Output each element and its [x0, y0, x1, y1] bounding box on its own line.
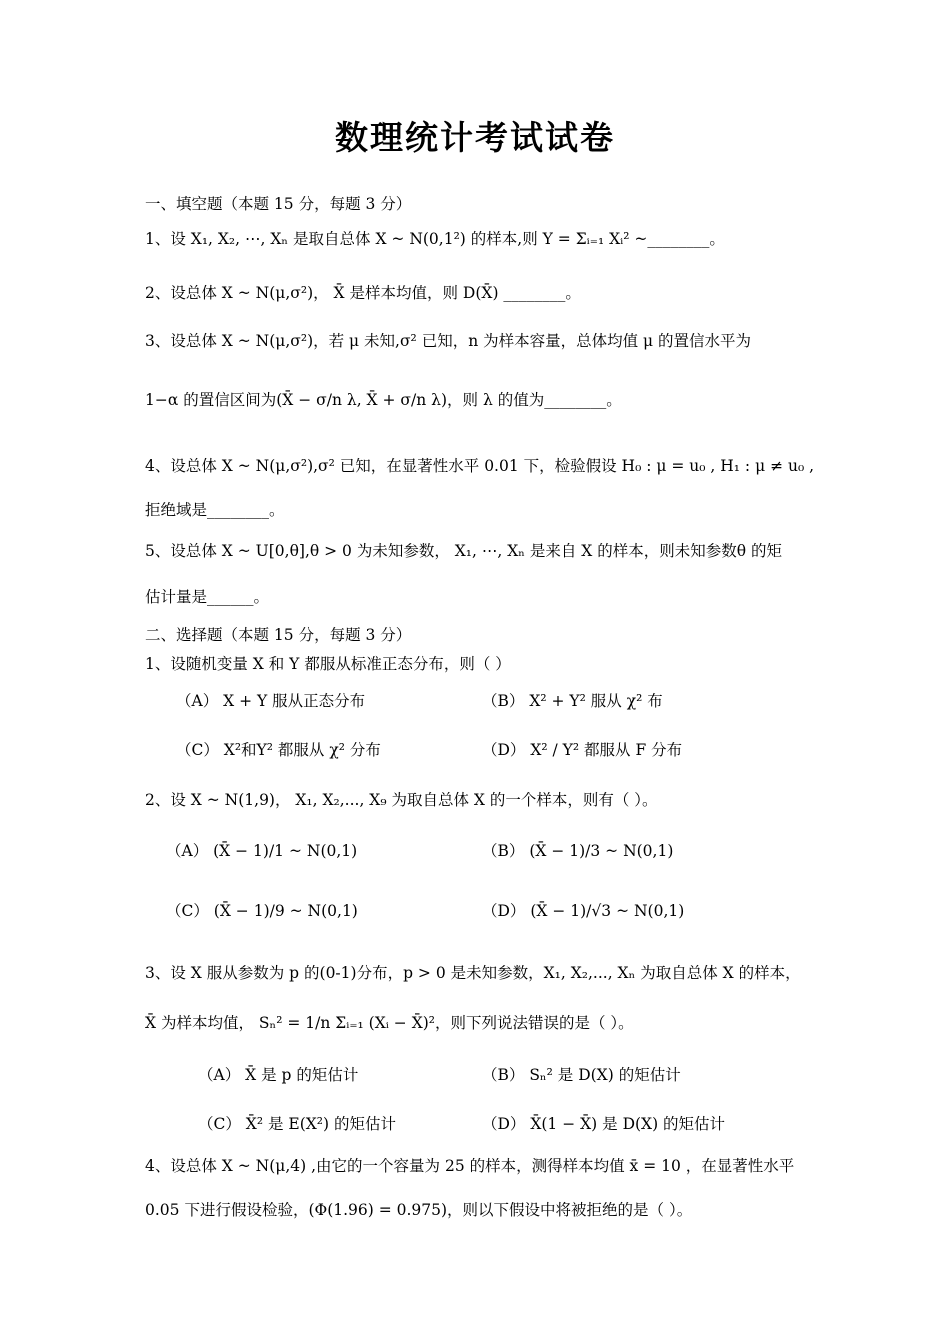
s1-question-3-line1: 3、设总体 X ~ N(μ,σ²)，若 μ 未知,σ² 已知，n 为样本容量，总体均值 μ 的置信水平为	[145, 332, 752, 350]
s2-q3-option-d: （D） X̄(1 − X̄) 是 D(X) 的矩估计	[482, 1115, 726, 1133]
page-title: 数理统计考试试卷	[335, 118, 615, 157]
s2-q1-option-b: （B） X² + Y² 服从 χ² 布	[482, 692, 663, 710]
s2-question-1: 1、设随机变量 X 和 Y 都服从标准正态分布，则（ ）	[145, 655, 511, 673]
s1-question-5-line2: 估计量是______。	[145, 588, 270, 606]
s2-q3-option-c: （C） X̄² 是 E(X²) 的矩估计	[198, 1115, 396, 1133]
s2-question-4-line1: 4、设总体 X ~ N(μ,4) ,由它的一个容量为 25 的样本，测得样本均值 x̄ = 10 ，在显著性水平	[145, 1157, 795, 1175]
s2-q3-option-a: （A） X̄ 是 p 的矩估计	[198, 1066, 359, 1084]
s2-question-2: 2、设 X ~ N(1,9)， X₁, X₂,..., X₉ 为取自总体 X 的一个样本，则有（ ）。	[145, 791, 658, 809]
s2-q2-option-d: （D） (X̄ − 1)/√3 ~ N(0,1)	[482, 902, 685, 920]
s2-q1-option-d: （D） X² / Y² 都服从 F 分布	[482, 741, 683, 759]
s1-question-4-line2: 拒绝域是________。	[145, 501, 285, 519]
s2-question-3-line2: X̄ 为样本均值， Sₙ² = 1/n Σᵢ₌₁ (Xᵢ − X̄)²，则下列说法错误的是（ ）。	[145, 1014, 634, 1032]
s2-q2-option-c: （C） (X̄ − 1)/9 ~ N(0,1)	[166, 902, 358, 920]
s2-question-3-line1: 3、设 X 服从参数为 p 的(0-1)分布，p > 0 是未知参数，X₁, X₂,..., Xₙ 为取自总体 X 的样本，	[145, 964, 801, 982]
s1-question-1: 1、设 X₁, X₂, ⋯, Xₙ 是取自总体 X ~ N(0,1²) 的样本,则 Y = Σᵢ₌₁ Xᵢ² ~________。	[145, 230, 725, 248]
s2-q2-option-a: （A） (X̄ − 1)/1 ~ N(0,1)	[166, 842, 358, 860]
section2-heading: 二、选择题（本题 15 分，每题 3 分）	[145, 626, 412, 644]
s2-q1-option-a: （A） X + Y 服从正态分布	[176, 692, 366, 710]
s2-q1-option-c: （C） X²和Y² 都服从 χ² 分布	[176, 741, 381, 759]
section1-heading: 一、填空题（本题 15 分，每题 3 分）	[145, 195, 412, 213]
s1-question-3-line2: 1−α 的置信区间为(X̄ − σ/n λ, X̄ + σ/n λ)，则 λ 的值为________。	[145, 391, 622, 409]
s2-question-4-line2: 0.05 下进行假设检验，(Φ(1.96) = 0.975)，则以下假设中将被拒绝的是（ ）。	[145, 1201, 693, 1219]
s2-q2-option-b: （B） (X̄ − 1)/3 ~ N(0,1)	[482, 842, 674, 860]
s1-question-2: 2、设总体 X ~ N(μ,σ²)， X̄ 是样本均值，则 D(X̄) ________。	[145, 284, 581, 302]
s1-question-4-line1: 4、设总体 X ~ N(μ,σ²),σ² 已知，在显著性水平 0.01 下，检验假设 H₀ : μ = u₀ , H₁ : μ ≠ u₀ ,	[145, 457, 815, 475]
s1-question-5-line1: 5、设总体 X ~ U[0,θ],θ > 0 为未知参数， X₁, ⋯, Xₙ 是来自 X 的样本，则未知参数θ 的矩	[145, 542, 783, 560]
s2-q3-option-b: （B） Sₙ² 是 D(X) 的矩估计	[482, 1066, 681, 1084]
